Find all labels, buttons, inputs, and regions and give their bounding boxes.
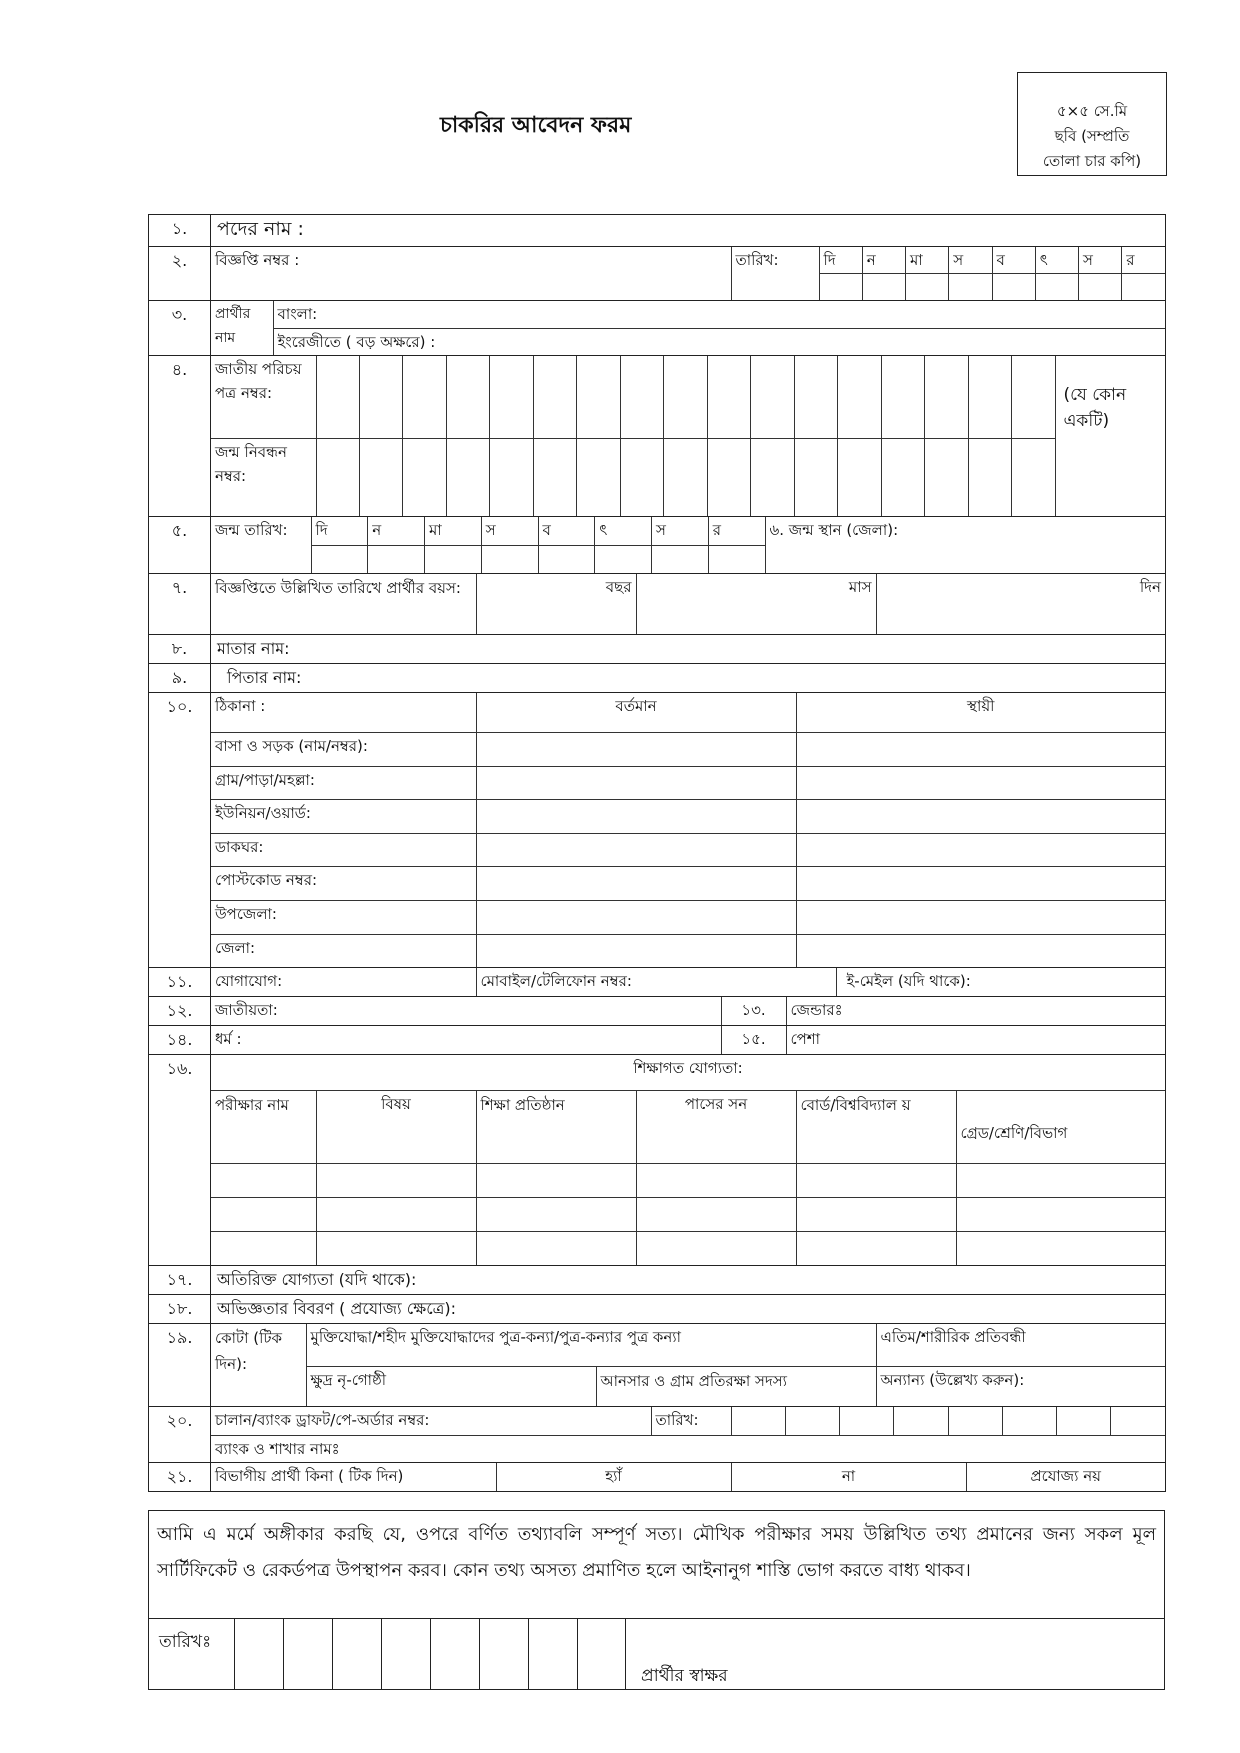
nid-digit[interactable] — [751, 356, 794, 438]
challan-date-label: তারিখ: — [651, 1407, 731, 1435]
education-cell[interactable] — [796, 1163, 956, 1197]
row-number: ২১. — [149, 1462, 211, 1491]
education-cell[interactable] — [316, 1232, 476, 1265]
date-input-cell[interactable] — [481, 545, 538, 573]
date-cell[interactable]: মা — [425, 517, 482, 545]
nid-digit[interactable] — [794, 356, 837, 438]
education-cell[interactable] — [476, 1198, 636, 1232]
date-input-cell[interactable] — [311, 545, 368, 573]
nid-digit[interactable] — [838, 356, 881, 438]
birth-reg-digit[interactable] — [1012, 438, 1056, 516]
signature-label[interactable]: প্রার্থীর স্বাক্ষর — [641, 1666, 728, 1686]
religion-field[interactable] — [211, 1026, 721, 1054]
address-field-label: গ্রাম/পাড়া/মহল্লা: — [211, 766, 476, 800]
row-number: ১৬. — [149, 1055, 211, 1266]
challan-number-label: চালান/ব্যাংক ড্রাফট/পে-অর্ডার নম্বর: — [215, 1411, 430, 1429]
date-cell[interactable]: র — [1122, 247, 1165, 274]
row-number: ১৮. — [149, 1295, 211, 1324]
permanent-address-cell[interactable] — [796, 900, 1165, 934]
photo-box[interactable] — [1017, 72, 1167, 176]
birth-date-label: জন্ম তারিখ: — [211, 517, 311, 573]
education-col-header: বিষয় — [316, 1090, 476, 1163]
nid-digit[interactable] — [1012, 356, 1056, 438]
date-cell[interactable]: ব — [992, 247, 1035, 274]
gender-field[interactable] — [786, 997, 1165, 1025]
education-cell[interactable] — [956, 1163, 1165, 1197]
birthplace-field[interactable] — [765, 517, 1165, 573]
declaration-footer — [149, 1618, 1164, 1689]
date-input-cell[interactable] — [538, 545, 595, 573]
departmental-na-option[interactable]: প্রযোজ্য নয় — [1030, 1466, 1102, 1485]
education-cell[interactable] — [316, 1198, 476, 1232]
name-english-field[interactable] — [273, 328, 1165, 355]
date-input-cell[interactable] — [1002, 1407, 1056, 1435]
date-input-cell[interactable] — [894, 1407, 948, 1435]
declaration-box — [148, 1510, 1165, 1690]
education-cell[interactable] — [316, 1163, 476, 1197]
education-cell[interactable] — [476, 1232, 636, 1265]
age-months-field[interactable] — [636, 574, 876, 634]
permanent-address-cell[interactable] — [796, 833, 1165, 867]
date-cell[interactable]: ব — [538, 517, 595, 545]
present-address-cell[interactable] — [476, 833, 796, 867]
row-number: ১৭. — [149, 1266, 211, 1295]
quota-label: কোটা (টিক দিন): — [211, 1324, 306, 1406]
table-row — [211, 1232, 1165, 1265]
birth-reg-label: জন্ম নিবন্ধন নম্বর: — [211, 438, 316, 516]
bank-branch-label: ব্যাংক ও শাখার নামঃ — [215, 1439, 340, 1458]
education-cell[interactable] — [796, 1198, 956, 1232]
row-number: ৩. — [149, 301, 211, 356]
quota-option-other[interactable]: অন্যান্য (উল্লেখ্য করুন): — [876, 1366, 1165, 1406]
address-field-label: ইউনিয়ন/ওয়ার্ড: — [211, 800, 476, 834]
age-label: বিজ্ঞপ্তিতে উল্লিখিত তারিখে প্রার্থীর বয়স: — [211, 574, 476, 634]
present-address-cell[interactable] — [476, 800, 796, 834]
name-english-label: ইংরেজীতে ( বড় অক্ষরে) : — [277, 332, 436, 351]
date-input-cell[interactable] — [479, 1619, 528, 1689]
birth-reg-digit[interactable] — [664, 438, 707, 516]
table-row — [211, 1163, 1165, 1197]
circular-number-field[interactable] — [211, 247, 731, 300]
date-input-cell[interactable] — [948, 1407, 1002, 1435]
education-col-header: গ্রেড/শ্রেণি/বিভাগ — [956, 1090, 1165, 1163]
row-number: ১১. — [149, 968, 211, 997]
present-address-cell[interactable] — [476, 867, 796, 901]
row-number: ২. — [149, 247, 211, 301]
date-cell[interactable]: স — [652, 517, 709, 545]
birth-reg-digit[interactable] — [316, 438, 359, 516]
nid-digit[interactable] — [925, 356, 968, 438]
education-cell[interactable] — [956, 1232, 1165, 1265]
date-cell[interactable]: স — [949, 247, 992, 274]
date-input-cell[interactable] — [283, 1619, 332, 1689]
name-bangla-label: বাংলা: — [277, 305, 318, 323]
nid-digit[interactable] — [664, 356, 707, 438]
date-input-cell[interactable] — [840, 1407, 894, 1435]
nationality-field[interactable] — [211, 997, 721, 1025]
nid-label: জাতীয় পরিচয় পত্র নম্বর: — [211, 356, 316, 438]
present-address-cell[interactable] — [476, 900, 796, 934]
date-cell[interactable]: স — [1079, 247, 1122, 274]
row-number: ৯. — [149, 664, 211, 693]
circular-date-label: তারিখ: — [731, 247, 819, 300]
date-cell[interactable]: ন — [368, 517, 425, 545]
birth-reg-digit[interactable] — [446, 438, 489, 516]
date-input-cell[interactable] — [1057, 1407, 1111, 1435]
permanent-address-cell[interactable] — [796, 867, 1165, 901]
quota-option-orphan-disabled[interactable]: এতিম/শারীরিক প্রতিবন্ধী — [876, 1324, 1165, 1366]
row-number: ১৪. — [149, 1026, 211, 1055]
date-input-cell[interactable] — [234, 1619, 283, 1689]
applicant-name-label: প্রার্থীর নাম — [211, 301, 273, 355]
education-col-header: বোর্ড/বিশ্ববিদ্যাল য় — [796, 1090, 956, 1163]
date-input-cell[interactable] — [430, 1619, 479, 1689]
age-days-label: দিন — [1139, 578, 1161, 596]
age-years-field[interactable] — [476, 574, 636, 634]
present-address-cell[interactable] — [476, 934, 796, 967]
nationality-label: জাতীয়তা: — [215, 1001, 278, 1019]
email-label: ই-মেইল (যদি থাকে): — [846, 972, 971, 990]
row-number: ২০. — [149, 1407, 211, 1463]
date-cell[interactable]: দি — [819, 247, 862, 274]
table-row — [211, 1198, 1165, 1232]
id-choice-note: (যে কোন একটি) — [1063, 385, 1127, 431]
additional-qualification-field[interactable] — [211, 1266, 1166, 1295]
age-days-field[interactable] — [876, 574, 1165, 634]
mother-name-field[interactable] — [211, 635, 1166, 664]
birth-reg-digit[interactable] — [881, 438, 924, 516]
birth-reg-digit[interactable] — [794, 438, 837, 516]
education-cell[interactable] — [636, 1198, 796, 1232]
additional-qualification-label: অতিরিক্ত যোগ্যতা (যদি থাকে): — [217, 1270, 417, 1289]
photo-box-line: ছবি (সম্প্রতি — [1054, 127, 1130, 145]
nid-digit[interactable] — [968, 356, 1011, 438]
date-input-cell[interactable] — [1079, 274, 1122, 301]
permanent-address-cell[interactable] — [796, 733, 1165, 767]
age-years-label: বছর — [605, 578, 632, 596]
challan-number-field[interactable] — [211, 1407, 651, 1435]
post-name-label: পদের নাম : — [217, 218, 304, 240]
nid-digit[interactable] — [403, 356, 446, 438]
row-number: ১৯. — [149, 1324, 211, 1407]
birthplace-label: ৬. জন্ম স্থান (জেলা): — [769, 521, 899, 539]
date-cell[interactable]: ন — [862, 247, 905, 274]
birth-reg-digit[interactable] — [838, 438, 881, 516]
quota-option-freedom-fighter[interactable]: মুক্তিযোদ্ধা/শহীদ মুক্তিযোদ্ধাদের পুত্র-কন্যা/পুত্র-কন্যার পুত্র কন্যা — [306, 1324, 876, 1366]
page-title: চাকরির আবেদন ফরম — [440, 113, 632, 138]
date-input-cell[interactable] — [992, 274, 1035, 301]
birth-reg-digit[interactable] — [577, 438, 620, 516]
education-cell[interactable] — [211, 1232, 316, 1265]
experience-label: অভিজ্ঞতার বিবরণ ( প্রযোজ্য ক্ষেত্রে): — [217, 1299, 457, 1318]
gender-label: জেন্ডারঃ — [790, 1001, 843, 1019]
row-number: ১৫. — [721, 1026, 786, 1054]
application-form — [148, 214, 1166, 1492]
row-number: ৪. — [149, 356, 211, 517]
present-address-cell[interactable] — [476, 733, 796, 767]
nid-digit[interactable] — [316, 356, 359, 438]
mobile-label: মোবাইল/টেলিফোন নম্বর: — [480, 972, 632, 990]
date-input-cell[interactable] — [1035, 274, 1078, 301]
birth-reg-digit[interactable] — [359, 438, 402, 516]
religion-label: ধর্ম : — [215, 1030, 242, 1048]
row-number: ১০. — [149, 693, 211, 968]
post-name-field[interactable] — [211, 215, 1166, 247]
declaration-date-boxes — [234, 1619, 626, 1689]
date-input-cell[interactable] — [528, 1619, 577, 1689]
date-cell[interactable]: স — [481, 517, 538, 545]
row-number: ১২. — [149, 997, 211, 1026]
education-col-header: শিক্ষা প্রতিষ্ঠান — [476, 1090, 636, 1163]
date-input-cell[interactable] — [332, 1619, 381, 1689]
permanent-address-header: স্থায়ী — [796, 693, 1165, 733]
date-input-cell[interactable] — [949, 274, 992, 301]
birth-reg-digit[interactable] — [620, 438, 663, 516]
departmental-yes-option[interactable]: হ্যাঁ — [496, 1463, 731, 1491]
bank-branch-field[interactable] — [211, 1435, 1165, 1462]
address-field-label: পোস্টকোড নম্বর: — [211, 867, 476, 901]
date-input-cell[interactable] — [906, 274, 949, 301]
date-input-cell[interactable] — [1111, 1407, 1165, 1435]
education-col-header: পরীক্ষার নাম — [211, 1090, 316, 1163]
contact-label: যোগাযোগ: — [211, 968, 476, 996]
mobile-field[interactable] — [476, 968, 836, 996]
education-cell[interactable] — [636, 1232, 796, 1265]
permanent-address-cell[interactable] — [796, 934, 1165, 967]
date-input-cell[interactable] — [652, 545, 709, 573]
date-input-cell[interactable] — [381, 1619, 430, 1689]
address-field-label: উপজেলা: — [211, 900, 476, 934]
date-cell[interactable]: দি — [311, 517, 368, 545]
education-cell[interactable] — [211, 1163, 316, 1197]
date-input-cell[interactable] — [577, 1619, 626, 1689]
name-bangla-field[interactable] — [273, 301, 1165, 328]
departmental-label: বিভাগীয় প্রার্থী কিনা ( টিক দিন) — [211, 1463, 496, 1491]
nid-digit[interactable] — [881, 356, 924, 438]
education-cell[interactable] — [796, 1232, 956, 1265]
occupation-field[interactable] — [786, 1026, 1165, 1054]
nid-digit[interactable] — [620, 356, 663, 438]
education-col-header: পাসের সন — [636, 1090, 796, 1163]
nid-digit[interactable] — [490, 356, 533, 438]
row-number: ১৩. — [721, 997, 786, 1025]
education-cell[interactable] — [636, 1163, 796, 1197]
experience-field[interactable] — [211, 1295, 1166, 1324]
row-number: ৭. — [149, 574, 211, 635]
date-input-cell[interactable] — [785, 1407, 839, 1435]
birth-reg-digit[interactable] — [707, 438, 750, 516]
father-name-label: পিতার নাম: — [227, 668, 302, 687]
age-months-label: মাস — [848, 578, 872, 596]
address-field-label: জেলা: — [211, 934, 476, 967]
date-input-cell[interactable] — [425, 545, 482, 573]
nid-digit[interactable] — [359, 356, 402, 438]
birth-reg-digit[interactable] — [968, 438, 1011, 516]
row-number: ৮. — [149, 635, 211, 664]
birth-reg-digit[interactable] — [751, 438, 794, 516]
departmental-no-option[interactable]: না — [731, 1463, 966, 1491]
present-address-cell[interactable] — [476, 766, 796, 800]
date-input-cell[interactable] — [1122, 274, 1165, 301]
date-input-cell[interactable] — [819, 274, 862, 301]
date-input-cell[interactable] — [731, 1407, 785, 1435]
address-field-label: বাসা ও সড়ক (নাম/নম্বর): — [211, 733, 476, 767]
circular-number-label: বিজ্ঞপ্তি নম্বর : — [215, 251, 300, 269]
birth-reg-digit[interactable] — [403, 438, 446, 516]
row-number: ৫. — [149, 517, 211, 574]
nid-digit[interactable] — [707, 356, 750, 438]
date-cell[interactable]: র — [708, 517, 765, 545]
education-header: শিক্ষাগত যোগ্যতা: — [211, 1055, 1165, 1090]
education-cell[interactable] — [476, 1163, 636, 1197]
address-label: ঠিকানা : — [211, 693, 476, 733]
photo-box-line: ৫×৫ সে.মি — [1056, 102, 1128, 120]
date-input-cell[interactable] — [862, 274, 905, 301]
date-input-cell[interactable] — [595, 545, 652, 573]
date-cell[interactable]: মা — [906, 247, 949, 274]
photo-box-line: তোলা চার কপি) — [1042, 152, 1142, 170]
nid-digit[interactable] — [577, 356, 620, 438]
education-cell[interactable] — [956, 1198, 1165, 1232]
permanent-address-cell[interactable] — [796, 766, 1165, 800]
nid-digit[interactable] — [533, 356, 576, 438]
declaration-text: আমি এ মর্মে অঙ্গীকার করছি যে, ওপরে বর্ণিত তথ্যাবলি সম্পূর্ণ সত্য। মৌখিক পরীক্ষার সময় উল্লিখিত তথ্য প্রমানের জন্য সকল মূল সার্টিফিকেট ও রেকর্ডপত্র উপস্থাপন করব। কোন তথ্য অসত্য প্রমাণিত হলে আইনানুগ শাস্তি ভোগ করতে বাধ্য থাকব। — [157, 1524, 1156, 1581]
permanent-address-cell[interactable] — [796, 800, 1165, 834]
date-input-cell[interactable] — [368, 545, 425, 573]
declaration-date-label: তারিখঃ — [159, 1632, 212, 1652]
quota-option-ansar-vdp[interactable]: আনসার ও গ্রাম প্রতিরক্ষা সদস্য — [596, 1366, 876, 1406]
birth-reg-digit[interactable] — [533, 438, 576, 516]
present-address-header: বর্তমান — [476, 693, 796, 733]
nid-digit[interactable] — [446, 356, 489, 438]
row-number: ১. — [149, 215, 211, 247]
birth-reg-digit[interactable] — [925, 438, 968, 516]
quota-option-ethnic-minority[interactable]: ক্ষুদ্র নৃ-গোষ্ঠী — [306, 1366, 596, 1406]
father-name-field[interactable] — [211, 664, 1166, 693]
mother-name-label: মাতার নাম: — [217, 639, 290, 658]
occupation-label: পেশা — [790, 1030, 820, 1048]
date-cell[interactable]: ৎ — [595, 517, 652, 545]
education-cell[interactable] — [211, 1198, 316, 1232]
address-field-label: ডাকঘর: — [211, 833, 476, 867]
birth-reg-digit[interactable] — [490, 438, 533, 516]
email-field[interactable] — [836, 968, 1165, 996]
date-input-cell[interactable] — [708, 545, 765, 573]
date-cell[interactable]: ৎ — [1035, 247, 1078, 274]
